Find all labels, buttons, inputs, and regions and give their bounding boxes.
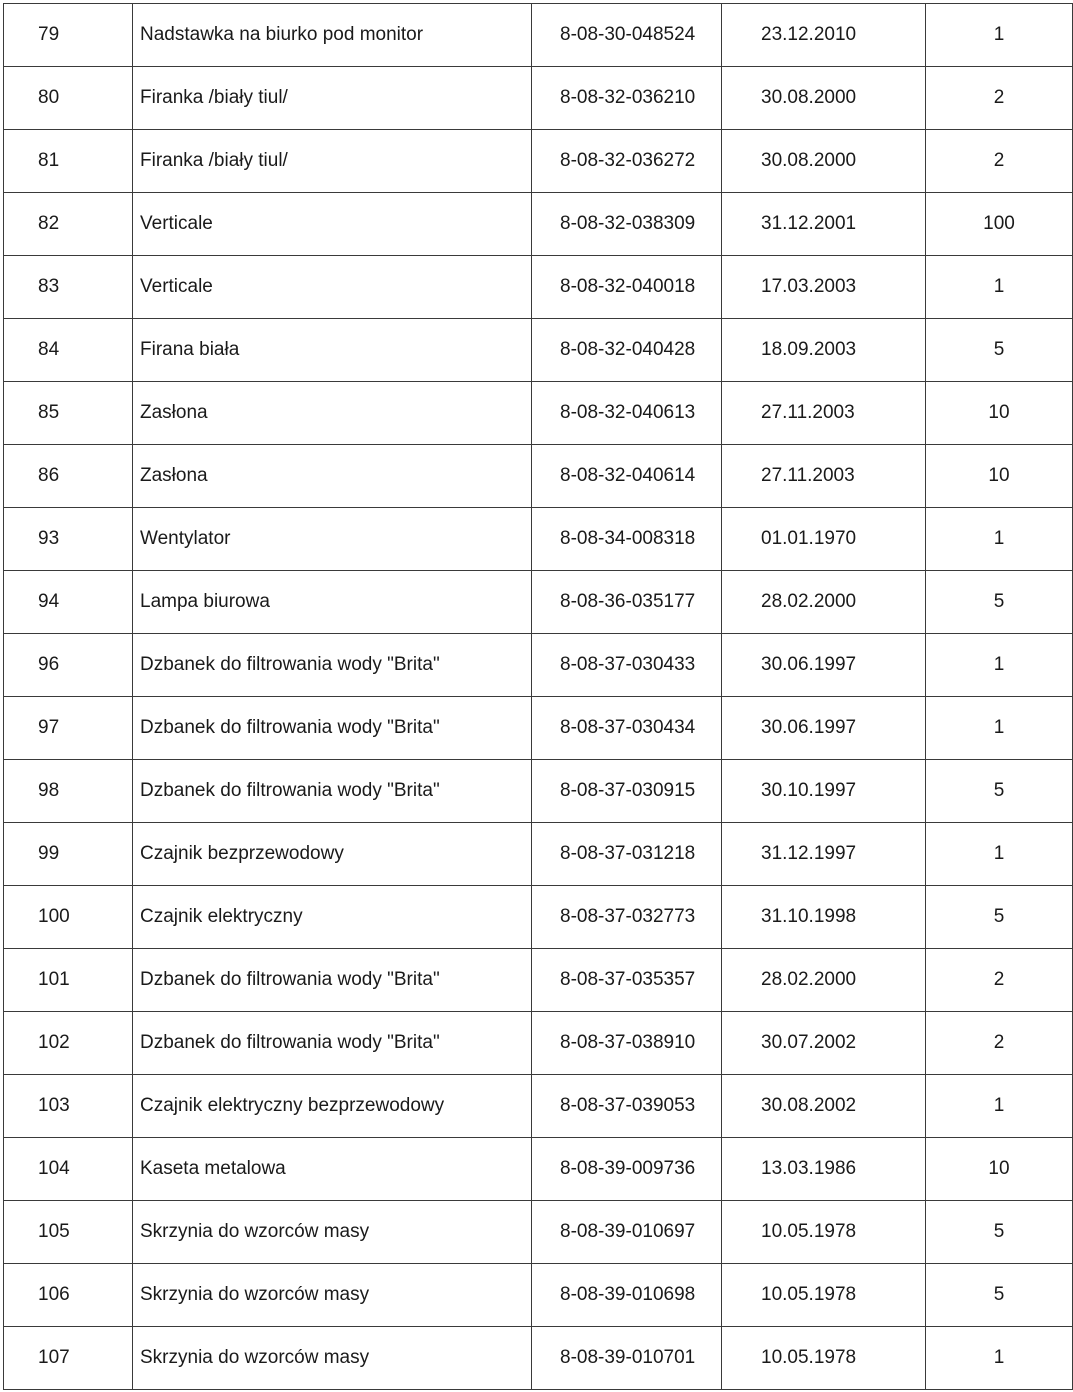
inventory-number-cell: 8-08-32-036210 bbox=[532, 67, 722, 130]
acquisition-date-cell: 31.12.1997 bbox=[722, 823, 926, 886]
table-row bbox=[4, 571, 1073, 634]
table-row bbox=[4, 1327, 1073, 1390]
acquisition-date-cell: 27.11.2003 bbox=[722, 445, 926, 508]
inventory-number-cell: 8-08-32-040018 bbox=[532, 256, 722, 319]
table-row bbox=[4, 1012, 1073, 1075]
quantity-cell: 5 bbox=[926, 760, 1073, 823]
item-number-cell: 93 bbox=[4, 508, 133, 571]
table-row bbox=[4, 1264, 1073, 1327]
item-name-cell: Nadstawka na biurko pod monitor bbox=[133, 4, 532, 67]
inventory-table-body bbox=[4, 4, 1073, 1390]
item-number-cell: 97 bbox=[4, 697, 133, 760]
quantity-cell: 2 bbox=[926, 67, 1073, 130]
quantity-cell: 1 bbox=[926, 634, 1073, 697]
acquisition-date-cell: 28.02.2000 bbox=[722, 949, 926, 1012]
item-name-cell: Dzbanek do filtrowania wody "Brita" bbox=[133, 697, 532, 760]
item-name-cell: Lampa biurowa bbox=[133, 571, 532, 634]
quantity-cell: 1 bbox=[926, 4, 1073, 67]
quantity-cell: 10 bbox=[926, 382, 1073, 445]
item-name-cell: Dzbanek do filtrowania wody "Brita" bbox=[133, 949, 532, 1012]
quantity-cell: 1 bbox=[926, 697, 1073, 760]
inventory-number-cell: 8-08-37-039053 bbox=[532, 1075, 722, 1138]
acquisition-date-cell: 31.12.2001 bbox=[722, 193, 926, 256]
item-name-cell: Kaseta metalowa bbox=[133, 1138, 532, 1201]
inventory-number-cell: 8-08-32-040428 bbox=[532, 319, 722, 382]
table-row bbox=[4, 1075, 1073, 1138]
table-row bbox=[4, 760, 1073, 823]
item-number-cell: 80 bbox=[4, 67, 133, 130]
acquisition-date-cell: 30.08.2000 bbox=[722, 130, 926, 193]
inventory-number-cell: 8-08-32-036272 bbox=[532, 130, 722, 193]
item-number-cell: 98 bbox=[4, 760, 133, 823]
item-number-cell: 100 bbox=[4, 886, 133, 949]
acquisition-date-cell: 10.05.1978 bbox=[722, 1327, 926, 1390]
inventory-number-cell: 8-08-39-010698 bbox=[532, 1264, 722, 1327]
quantity-cell: 5 bbox=[926, 886, 1073, 949]
item-number-cell: 83 bbox=[4, 256, 133, 319]
item-name-cell: Verticale bbox=[133, 256, 532, 319]
table-row bbox=[4, 949, 1073, 1012]
item-name-cell: Firanka /biały tiul/ bbox=[133, 67, 532, 130]
quantity-cell: 10 bbox=[926, 445, 1073, 508]
item-number-cell: 102 bbox=[4, 1012, 133, 1075]
table-row bbox=[4, 886, 1073, 949]
item-name-cell: Skrzynia do wzorców masy bbox=[133, 1327, 532, 1390]
acquisition-date-cell: 10.05.1978 bbox=[722, 1201, 926, 1264]
quantity-cell: 100 bbox=[926, 193, 1073, 256]
item-number-cell: 105 bbox=[4, 1201, 133, 1264]
item-number-cell: 103 bbox=[4, 1075, 133, 1138]
acquisition-date-cell: 23.12.2010 bbox=[722, 4, 926, 67]
table-row bbox=[4, 67, 1073, 130]
quantity-cell: 1 bbox=[926, 1327, 1073, 1390]
item-number-cell: 79 bbox=[4, 4, 133, 67]
table-row bbox=[4, 256, 1073, 319]
acquisition-date-cell: 01.01.1970 bbox=[722, 508, 926, 571]
inventory-number-cell: 8-08-39-010697 bbox=[532, 1201, 722, 1264]
table-row bbox=[4, 1201, 1073, 1264]
acquisition-date-cell: 30.10.1997 bbox=[722, 760, 926, 823]
item-number-cell: 82 bbox=[4, 193, 133, 256]
item-number-cell: 106 bbox=[4, 1264, 133, 1327]
item-name-cell: Skrzynia do wzorców masy bbox=[133, 1201, 532, 1264]
acquisition-date-cell: 30.07.2002 bbox=[722, 1012, 926, 1075]
inventory-number-cell: 8-08-39-009736 bbox=[532, 1138, 722, 1201]
item-number-cell: 101 bbox=[4, 949, 133, 1012]
item-name-cell: Dzbanek do filtrowania wody "Brita" bbox=[133, 634, 532, 697]
acquisition-date-cell: 31.10.1998 bbox=[722, 886, 926, 949]
quantity-cell: 1 bbox=[926, 508, 1073, 571]
table-row bbox=[4, 382, 1073, 445]
quantity-cell: 5 bbox=[926, 319, 1073, 382]
acquisition-date-cell: 30.08.2002 bbox=[722, 1075, 926, 1138]
table-row bbox=[4, 823, 1073, 886]
item-name-cell: Zasłona bbox=[133, 445, 532, 508]
table-row bbox=[4, 4, 1073, 67]
table-row bbox=[4, 634, 1073, 697]
inventory-number-cell: 8-08-36-035177 bbox=[532, 571, 722, 634]
item-number-cell: 81 bbox=[4, 130, 133, 193]
item-name-cell: Wentylator bbox=[133, 508, 532, 571]
quantity-cell: 5 bbox=[926, 1201, 1073, 1264]
acquisition-date-cell: 17.03.2003 bbox=[722, 256, 926, 319]
quantity-cell: 2 bbox=[926, 949, 1073, 1012]
acquisition-date-cell: 28.02.2000 bbox=[722, 571, 926, 634]
item-number-cell: 104 bbox=[4, 1138, 133, 1201]
inventory-number-cell: 8-08-37-030915 bbox=[532, 760, 722, 823]
item-number-cell: 107 bbox=[4, 1327, 133, 1390]
quantity-cell: 10 bbox=[926, 1138, 1073, 1201]
item-name-cell: Firanka /biały tiul/ bbox=[133, 130, 532, 193]
inventory-number-cell: 8-08-32-038309 bbox=[532, 193, 722, 256]
item-name-cell: Skrzynia do wzorców masy bbox=[133, 1264, 532, 1327]
item-name-cell: Czajnik bezprzewodowy bbox=[133, 823, 532, 886]
table-row bbox=[4, 445, 1073, 508]
table-row bbox=[4, 697, 1073, 760]
acquisition-date-cell: 30.06.1997 bbox=[722, 634, 926, 697]
table-row bbox=[4, 319, 1073, 382]
table-row bbox=[4, 130, 1073, 193]
acquisition-date-cell: 18.09.2003 bbox=[722, 319, 926, 382]
item-name-cell: Firana biała bbox=[133, 319, 532, 382]
inventory-number-cell: 8-08-37-032773 bbox=[532, 886, 722, 949]
item-name-cell: Zasłona bbox=[133, 382, 532, 445]
inventory-number-cell: 8-08-34-008318 bbox=[532, 508, 722, 571]
table-row bbox=[4, 193, 1073, 256]
acquisition-date-cell: 27.11.2003 bbox=[722, 382, 926, 445]
quantity-cell: 5 bbox=[926, 1264, 1073, 1327]
inventory-number-cell: 8-08-37-035357 bbox=[532, 949, 722, 1012]
item-name-cell: Czajnik elektryczny bezprzewodowy bbox=[133, 1075, 532, 1138]
acquisition-date-cell: 10.05.1978 bbox=[722, 1264, 926, 1327]
item-number-cell: 99 bbox=[4, 823, 133, 886]
item-number-cell: 86 bbox=[4, 445, 133, 508]
item-name-cell: Dzbanek do filtrowania wody "Brita" bbox=[133, 760, 532, 823]
inventory-number-cell: 8-08-37-030434 bbox=[532, 697, 722, 760]
item-name-cell: Czajnik elektryczny bbox=[133, 886, 532, 949]
item-number-cell: 96 bbox=[4, 634, 133, 697]
table-row bbox=[4, 508, 1073, 571]
quantity-cell: 1 bbox=[926, 823, 1073, 886]
table-row bbox=[4, 1138, 1073, 1201]
quantity-cell: 2 bbox=[926, 130, 1073, 193]
quantity-cell: 1 bbox=[926, 1075, 1073, 1138]
inventory-number-cell: 8-08-37-038910 bbox=[532, 1012, 722, 1075]
inventory-number-cell: 8-08-32-040614 bbox=[532, 445, 722, 508]
inventory-number-cell: 8-08-39-010701 bbox=[532, 1327, 722, 1390]
item-name-cell: Dzbanek do filtrowania wody "Brita" bbox=[133, 1012, 532, 1075]
acquisition-date-cell: 30.06.1997 bbox=[722, 697, 926, 760]
inventory-table bbox=[3, 3, 1073, 1390]
item-number-cell: 85 bbox=[4, 382, 133, 445]
inventory-number-cell: 8-08-30-048524 bbox=[532, 4, 722, 67]
acquisition-date-cell: 30.08.2000 bbox=[722, 67, 926, 130]
quantity-cell: 5 bbox=[926, 571, 1073, 634]
item-name-cell: Verticale bbox=[133, 193, 532, 256]
item-number-cell: 84 bbox=[4, 319, 133, 382]
inventory-number-cell: 8-08-37-030433 bbox=[532, 634, 722, 697]
inventory-number-cell: 8-08-32-040613 bbox=[532, 382, 722, 445]
quantity-cell: 2 bbox=[926, 1012, 1073, 1075]
item-number-cell: 94 bbox=[4, 571, 133, 634]
quantity-cell: 1 bbox=[926, 256, 1073, 319]
acquisition-date-cell: 13.03.1986 bbox=[722, 1138, 926, 1201]
inventory-number-cell: 8-08-37-031218 bbox=[532, 823, 722, 886]
